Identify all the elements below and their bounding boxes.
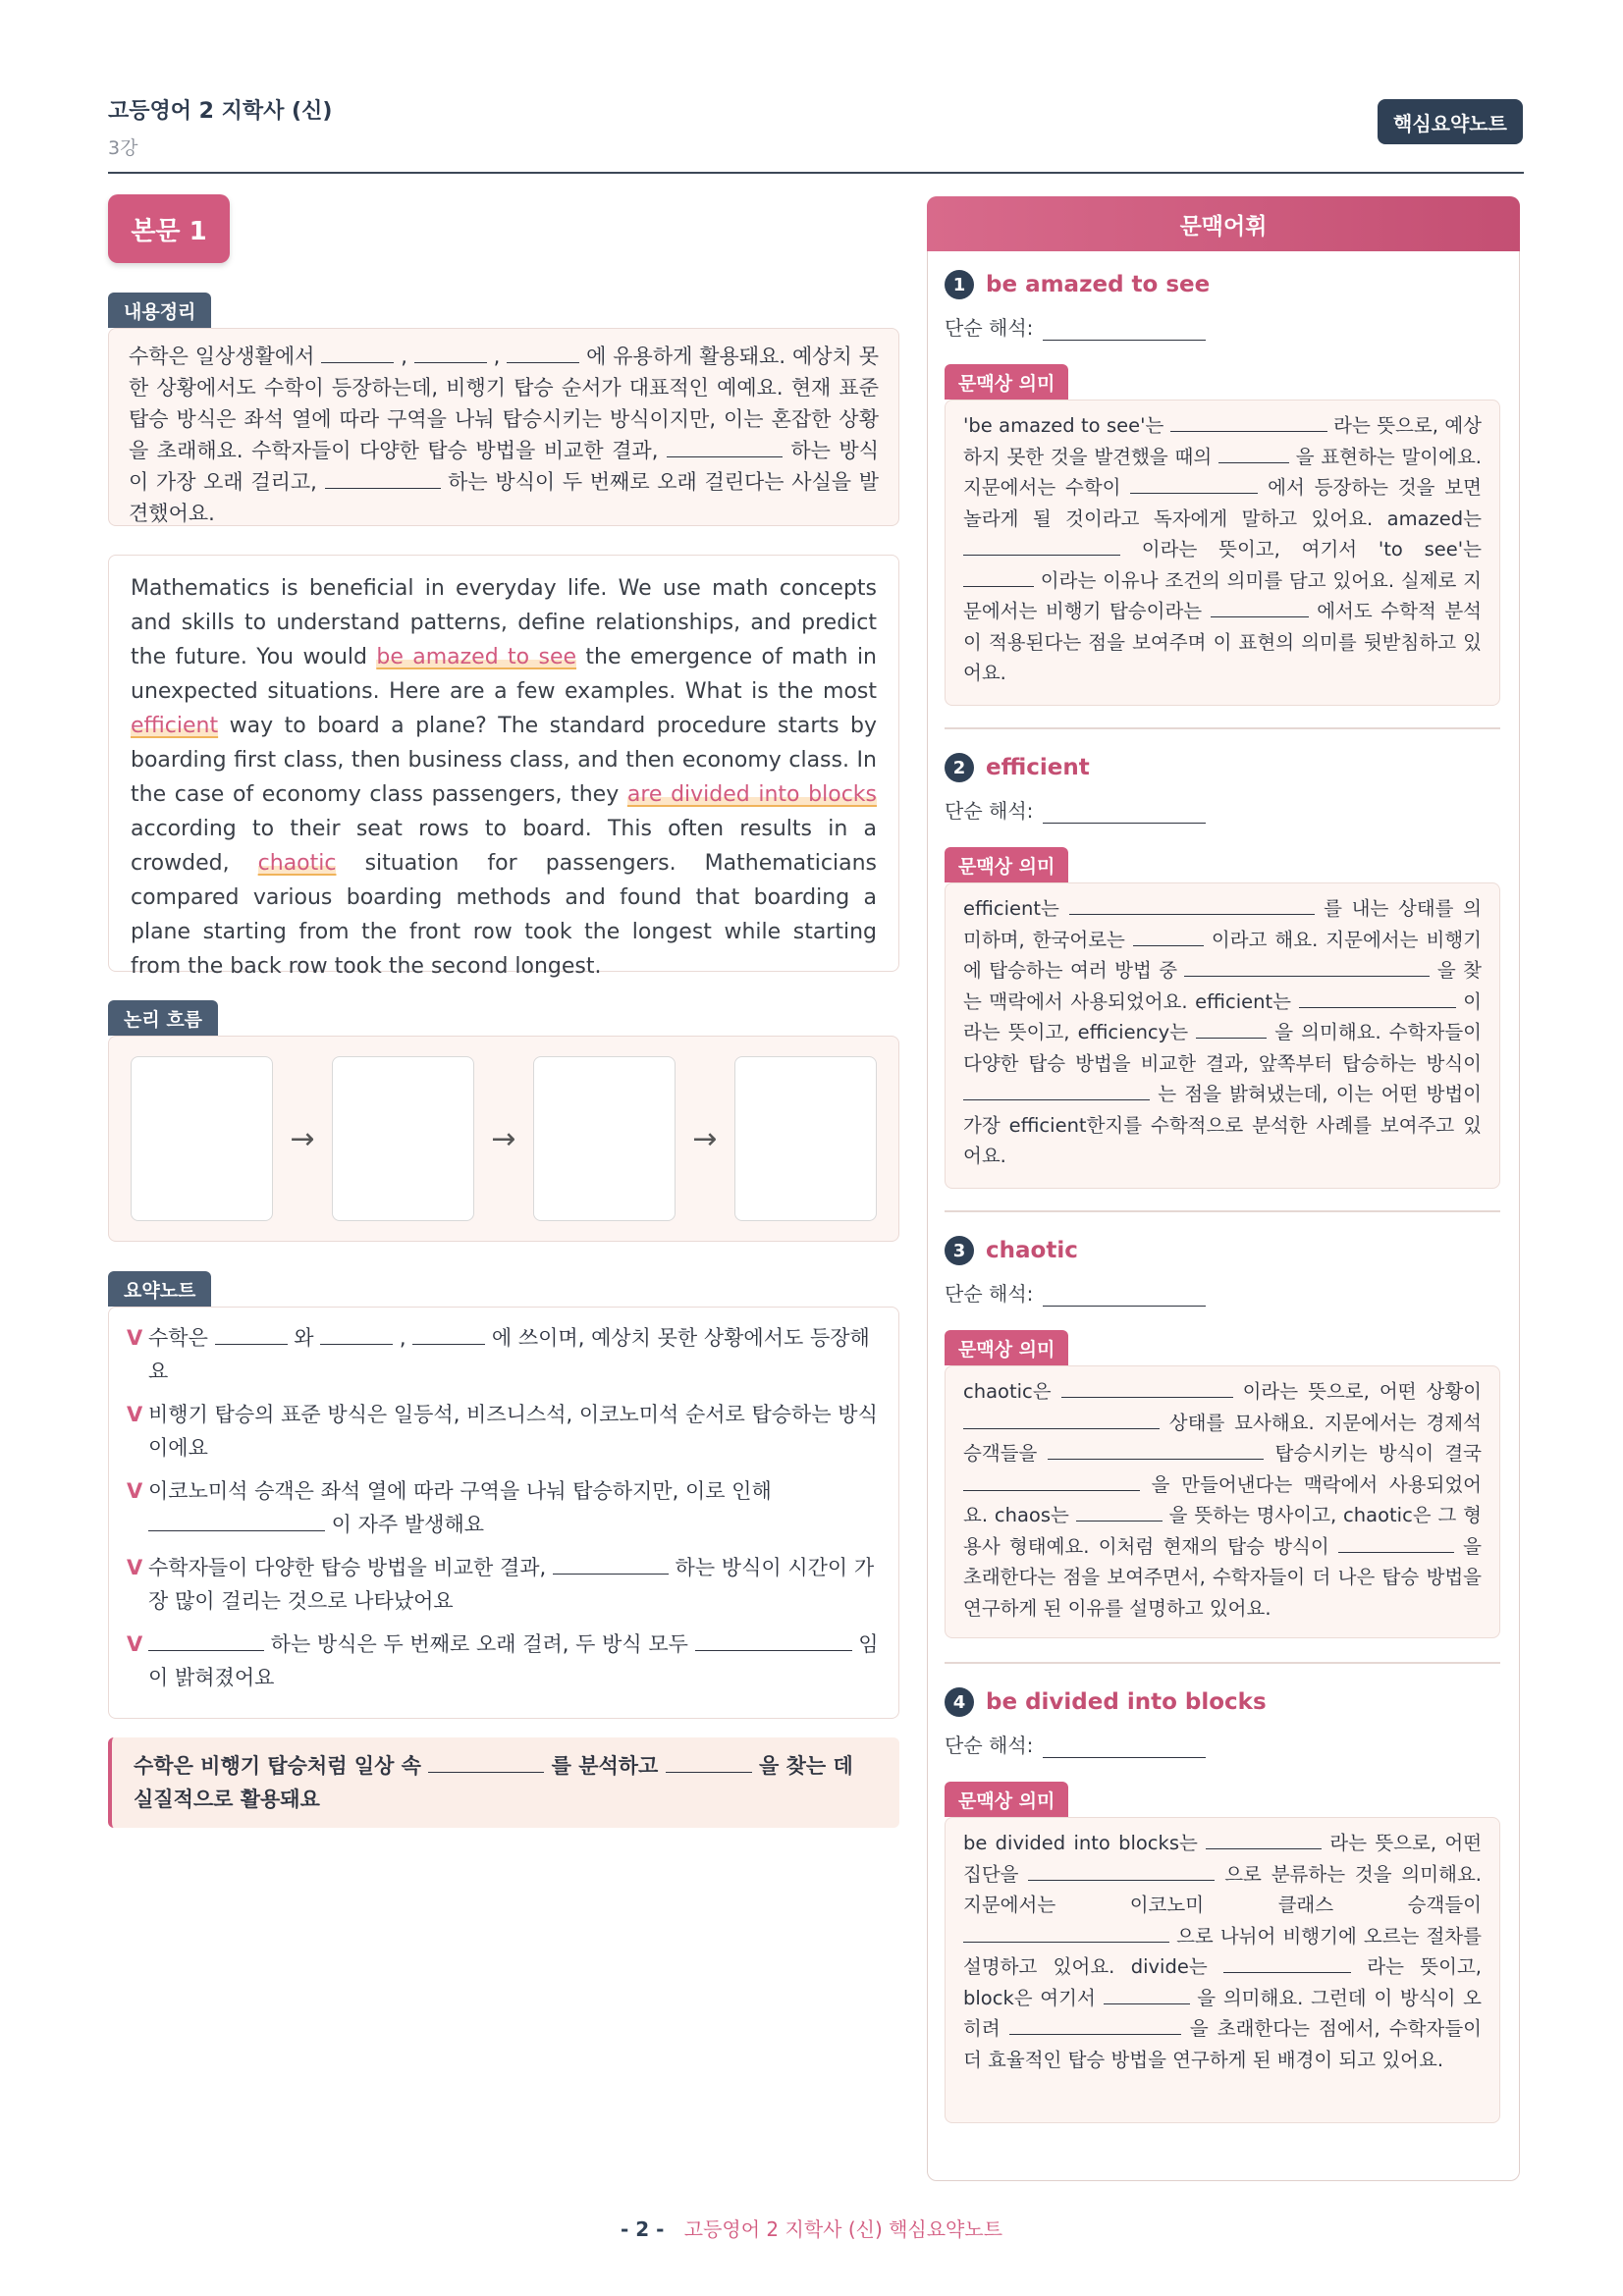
highlight-chaotic[interactable]: chaotic xyxy=(257,851,337,876)
simple-translation-row xyxy=(945,1730,1206,1758)
vocab-term: efficient xyxy=(986,755,1090,780)
answer-blank[interactable] xyxy=(695,1629,852,1651)
vocab-item-4 xyxy=(945,1687,1267,1717)
answer-blank[interactable] xyxy=(507,342,579,363)
simple-translation-row xyxy=(945,1278,1206,1307)
conclusion-box: 수학은 비행기 탑승처럼 일상 속 를 분석하고 을 찾는 데 실질적으로 활용돼요 xyxy=(108,1737,899,1828)
vocab-term: be divided into blocks xyxy=(986,1689,1267,1715)
english-passage-box xyxy=(108,555,899,979)
vocab-item-2 xyxy=(945,753,1090,782)
answer-blank[interactable] xyxy=(215,1323,288,1345)
note-badge: 핵심요약노트 xyxy=(1378,99,1523,144)
answer-blank[interactable] xyxy=(1223,1951,1351,1973)
page-footer xyxy=(0,2214,1623,2242)
answer-blank[interactable] xyxy=(1299,987,1456,1008)
lesson-label: 3강 xyxy=(108,137,138,159)
vocab-number: 2 xyxy=(945,753,974,782)
flow-step-2[interactable] xyxy=(332,1056,474,1221)
context-box: efficient는 를 내는 상태를 의미하며, 한국어로는 이라고 해요. 지문에서는 비행기에 탑승하는 여러 방법 중 을 찾는 맥락에서 사용되었어요. efficient는 이라는 뜻이고, efficiency는 을 의미해요. 수학자들이 다양한 탑승 방법을 비교한 결과, 앞쪽부터 탑승하는 방식이 는 점을 밝혀냈는데, 이는 어떤 방법이 가장 efficient한지를 수학적으로 분석한 사례를 보여주고 있어요. xyxy=(945,882,1500,1189)
highlight-be-amazed-to-see[interactable]: be amazed to see xyxy=(376,645,577,669)
context-tag: 문맥상 의미 xyxy=(945,1782,1068,1817)
answer-blank[interactable] xyxy=(1009,2013,1181,2035)
note-item: V 이코노미석 승객은 좌석 열에 따라 구역을 나눠 탑승하지만, 이로 인해 이 자주 발생해요 xyxy=(127,1474,881,1541)
vocab-number: 4 xyxy=(945,1687,974,1717)
check-icon: V xyxy=(127,1556,143,1579)
check-icon: V xyxy=(127,1479,143,1503)
answer-blank[interactable] xyxy=(1130,472,1258,494)
answer-blank[interactable] xyxy=(1028,1859,1215,1881)
notes-box xyxy=(108,1307,899,1719)
english-passage: Mathematics is beneficial in everyday life. We use math concepts and skills to understand patterns, define relationships, and predict the future. You would be amazed to see the emergence of math in unexpected situations. Here are a few examples. What is the most efficient way to board a plane? The standard procedure starts by boarding first class, then business class, and then economy class. In the case of economy class passengers, they are divided into blocks according to their seat rows to board. This often results in a crowded, chaotic situation for passengers. Mathematicians compared various boarding methods and found that boarding a plane starting from the front row took the longest while starting from the back row took the second longest. xyxy=(131,576,878,979)
answer-blank[interactable] xyxy=(1170,410,1327,432)
answer-blank[interactable] xyxy=(667,436,783,457)
note-item: V 수학자들이 다양한 탑승 방법을 비교한 결과, 하는 방식이 시간이 가장 많이 걸리는 것으로 나타났어요 xyxy=(127,1551,881,1618)
context-tag: 문맥상 의미 xyxy=(945,364,1068,400)
vocab-header: 문맥어휘 xyxy=(927,196,1520,251)
answer-blank[interactable] xyxy=(325,467,441,489)
answer-blank[interactable] xyxy=(963,534,1120,556)
answer-blank[interactable] xyxy=(963,565,1034,587)
context-box: be divided into blocks는 라는 뜻으로, 어떤 집단을 으로 분류하는 것을 의미해요. 지문에서는 이코노미 클래스 승객들이 으로 나뉘어 비행기에 오르는 절차를 설명하고 있어요. divide는 라는 뜻이고, block은 여기서 을 의미해요. 그런데 이 방식이 오히려 을 초래한다는 점에서, 수학자들이 더 효율적인 탑승 방법을 연구하게 된 배경이 되고 있어요. xyxy=(945,1817,1500,2123)
flow-step-3[interactable] xyxy=(533,1056,676,1221)
check-icon: V xyxy=(127,1326,143,1350)
answer-blank[interactable] xyxy=(412,1323,485,1345)
vocab-divider xyxy=(945,727,1500,729)
context-box: chaotic은 이라는 뜻으로, 어떤 상황이 상태를 묘사해요. 지문에서는 경제석 승객들을 탑승시키는 방식이 결국 을 만들어낸다는 맥락에서 사용되었어요. chaos는 을 뜻하는 명사이고, chaotic은 그 형용사 형태예요. 이처럼 현재의 탑승 방식이 을 초래한다는 점을 보여주면서, 수학자들이 더 나은 탑승 방법을 연구하게 된 이유를 설명하고 있어요. xyxy=(945,1365,1500,1638)
vocab-item-3 xyxy=(945,1236,1078,1265)
summary-box xyxy=(108,328,899,526)
highlight-are-divided-into-blocks[interactable]: are divided into blocks xyxy=(626,782,877,807)
vocab-number: 1 xyxy=(945,270,974,299)
arrow-right-icon: → xyxy=(692,1121,718,1156)
vocab-divider xyxy=(945,1210,1500,1212)
answer-blank[interactable] xyxy=(1184,955,1430,977)
answer-blank[interactable] xyxy=(1218,442,1289,463)
vocab-divider xyxy=(945,1662,1500,1664)
vocab-term: be amazed to see xyxy=(986,272,1211,297)
note-item: V 비행기 탑승의 표준 방식은 일등석, 비즈니스석, 이코노미석 순서로 탑승하는 방식이에요 xyxy=(127,1398,881,1465)
vocab-term: chaotic xyxy=(986,1238,1078,1263)
answer-blank[interactable] xyxy=(148,1510,325,1531)
highlight-efficient[interactable]: efficient xyxy=(131,714,219,738)
flow-box xyxy=(108,1036,899,1242)
arrow-right-icon: → xyxy=(290,1121,315,1156)
answer-blank[interactable] xyxy=(1076,1500,1163,1522)
simple-translation-label: 단순 해석: xyxy=(945,1734,1034,1757)
section-label: 본문 1 xyxy=(108,194,230,263)
simple-translation-label: 단순 해석: xyxy=(945,316,1034,340)
summary-text: 수학은 일상생활에서 , , 에 유용하게 활용돼요. 예상치 못한 상황에서도 수학이 등장하는데, 비행기 탑승 순서가 대표적인 예예요. 현재 표준 탑승 방식은 좌석 열에 따라 구역을 나눠 탑승시키는 방식이지만, 이는 혼잡한 상황을 초래해요. 수학자들이 다양한 탑승 방법을 비교한 결과, 하는 방식이 가장 오래 걸리고, 하는 방식이 두 번째로 오래 걸린다는 사실을 발견했어요. xyxy=(109,329,898,541)
answer-blank[interactable] xyxy=(1206,1828,1322,1849)
simple-translation-label: 단순 해석: xyxy=(945,1282,1034,1306)
answer-blank[interactable] xyxy=(320,1323,393,1345)
answer-blank[interactable] xyxy=(963,1079,1150,1100)
flow-step-4[interactable] xyxy=(734,1056,877,1221)
answer-blank[interactable] xyxy=(1043,1736,1206,1758)
footer-text: 고등영어 2 지학사 (신) 핵심요약노트 xyxy=(683,2217,1003,2241)
answer-blank[interactable] xyxy=(553,1553,669,1575)
vocab-item-1 xyxy=(945,270,1210,299)
header-divider xyxy=(108,172,1524,174)
answer-blank[interactable] xyxy=(148,1629,264,1651)
answer-blank[interactable] xyxy=(963,1408,1160,1429)
answer-blank[interactable] xyxy=(1211,596,1309,617)
answer-blank[interactable] xyxy=(666,1751,752,1773)
answer-blank[interactable] xyxy=(1043,319,1206,341)
answer-blank[interactable] xyxy=(428,1751,544,1773)
summary-notes xyxy=(109,1308,898,1714)
logic-flow xyxy=(109,1037,898,1241)
answer-blank[interactable] xyxy=(1196,1017,1267,1039)
simple-translation-row xyxy=(945,312,1206,341)
flow-tag: 논리 흐름 xyxy=(108,1000,218,1036)
answer-blank[interactable] xyxy=(1061,1376,1233,1398)
check-icon: V xyxy=(127,1403,143,1426)
answer-blank[interactable] xyxy=(1043,802,1206,824)
check-icon: V xyxy=(127,1632,143,1656)
context-box: 'be amazed to see'는 라는 뜻으로, 예상하지 못한 것을 발견했을 때의 을 표현하는 말이에요. 지문에서는 수학이 에서 등장하는 것을 보면 놀라게 될 것이라고 독자에게 말하고 있어요. amazed는 이라는 뜻이고, 여기서 'to see'는 이라는 이유나 조건의 의미를 담고 있어요. 실제로 지문에서는 비행기 탑승이라는 에서도 수학적 분석이 적용된다는 점을 보여주며 이 표현의 의미를 뒷받침하고 있어요. xyxy=(945,400,1500,706)
document-title: 고등영어 2 지학사 (신) xyxy=(108,99,333,124)
answer-blank[interactable] xyxy=(321,342,394,363)
answer-blank[interactable] xyxy=(1338,1531,1454,1553)
note-item: V 수학은 와 , 에 쓰이며, 예상치 못한 상황에서도 등장해요 xyxy=(127,1321,881,1388)
simple-translation-row xyxy=(945,795,1206,824)
simple-translation-label: 단순 해석: xyxy=(945,799,1034,823)
answer-blank[interactable] xyxy=(414,342,487,363)
arrow-right-icon: → xyxy=(491,1121,516,1156)
answer-blank[interactable] xyxy=(1104,1983,1190,2004)
answer-blank[interactable] xyxy=(1043,1285,1206,1307)
note-item: V 하는 방식은 두 번째로 오래 걸려, 두 방식 모두 임이 밝혀졌어요 xyxy=(127,1628,881,1694)
notes-tag: 요약노트 xyxy=(108,1271,211,1307)
vocab-number: 3 xyxy=(945,1236,974,1265)
page-number: - 2 - xyxy=(620,2217,665,2241)
flow-step-1[interactable] xyxy=(131,1056,273,1221)
answer-blank[interactable] xyxy=(1133,925,1204,946)
summary-tag: 내용정리 xyxy=(108,293,211,328)
answer-blank[interactable] xyxy=(963,1921,1169,1943)
context-tag: 문맥상 의미 xyxy=(945,1330,1068,1365)
context-tag: 문맥상 의미 xyxy=(945,847,1068,882)
answer-blank[interactable] xyxy=(963,1469,1140,1491)
answer-blank[interactable] xyxy=(1048,1438,1264,1460)
answer-blank[interactable] xyxy=(1069,893,1315,915)
